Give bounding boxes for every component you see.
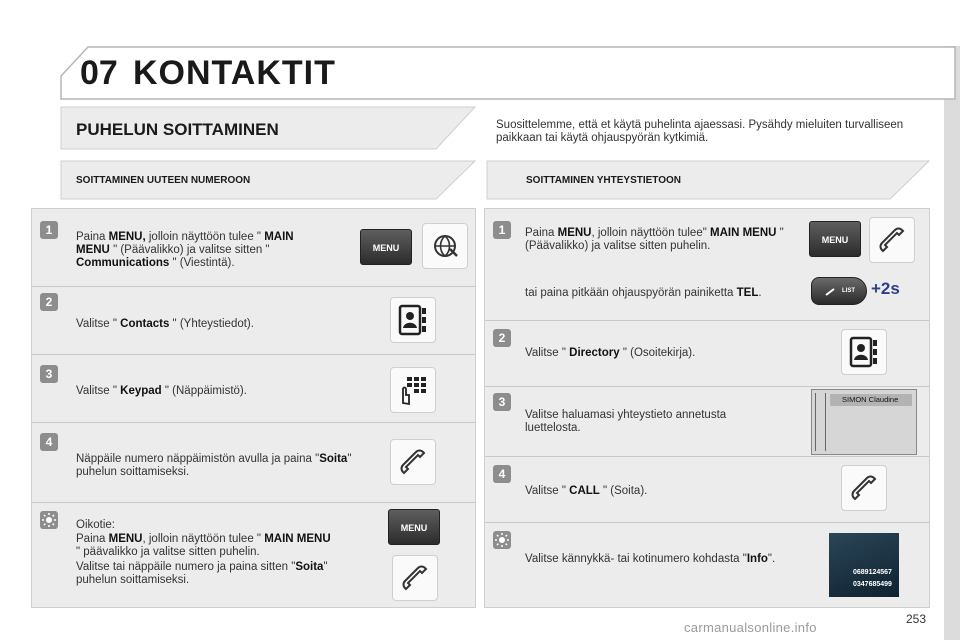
step-number-badge: 3 [40, 365, 58, 383]
right-step-4 [485, 457, 929, 523]
keypad-icon[interactable] [390, 367, 436, 413]
left-steps-panel [31, 208, 476, 608]
list-scrollbar[interactable] [815, 393, 826, 451]
left-step-3-text: Valitse " Keypad " (Näppäimistö). [76, 385, 247, 397]
page-number: 253 [906, 612, 927, 626]
step-number-badge: 1 [493, 221, 511, 239]
hold-two-seconds-label: +2s [871, 279, 900, 298]
tip-label: Oikotie: [76, 519, 115, 531]
step-number-badge: 4 [40, 433, 58, 451]
step-number-badge: 2 [493, 329, 511, 347]
call-handset-icon[interactable] [869, 217, 915, 263]
right-steps-panel [484, 208, 930, 608]
chapter-number: 07 [80, 54, 118, 92]
section-title: PUHELUN SOITTAMINEN [76, 120, 279, 139]
left-step-2-text: Valitse " Contacts " (Yhteystiedot). [76, 318, 254, 330]
right-step-1-alt-text: tai paina pitkään ohjauspyörän painiketta TEL. [525, 287, 762, 299]
phone-info-screen-photo [829, 533, 899, 597]
right-tip [485, 523, 929, 609]
contacts-icon[interactable] [390, 297, 436, 343]
right-step-3 [485, 387, 929, 457]
communications-icon[interactable] [422, 223, 468, 269]
call-handset-icon[interactable] [392, 555, 438, 601]
tip-icon [40, 511, 58, 529]
steering-tel-button[interactable]: LIST [811, 277, 867, 305]
right-step-3-text: Valitse haluamasi yhteystieto annetusta luettelosta. [525, 409, 727, 434]
menu-button[interactable]: MENU [809, 221, 861, 257]
left-tip-text-2: Valitse tai näppäile numero ja paina sitten "Soita" puhelun soittamiseksi. [76, 561, 328, 586]
right-subsection-title: SOITTAMINEN YHTEYSTIETOON [526, 175, 682, 186]
phone-number-1: 0689124567 [853, 569, 892, 576]
contact-list-screen[interactable] [811, 389, 917, 455]
left-step-2 [32, 287, 475, 355]
left-step-4-text: Näppäile numero näppäimistön avulla ja paina "Soita" puhelun soittamiseksi. [76, 453, 352, 478]
call-handset-icon[interactable] [390, 439, 436, 485]
right-step-4-text: Valitse " CALL " (Soita). [525, 485, 648, 497]
call-handset-icon[interactable] [841, 465, 887, 511]
right-subsection-banner [486, 160, 930, 200]
step-number-badge: 3 [493, 393, 511, 411]
chapter-title: KONTAKTIT [133, 54, 336, 92]
right-tip-text: Valitse kännykkä- tai kotinumero kohdasta "Info". [525, 553, 776, 565]
section-title-banner [60, 106, 476, 150]
left-tip [32, 503, 475, 609]
right-step-2-text: Valitse " Directory " (Osoitekirja). [525, 347, 696, 359]
left-step-3 [32, 355, 475, 423]
step-number-badge: 1 [40, 221, 58, 239]
menu-button[interactable]: MENU [388, 509, 440, 545]
contact-list-item[interactable]: SIMON Claudine [830, 394, 912, 406]
left-subsection-banner [60, 160, 476, 200]
safety-notice: Suosittelemme, että et käytä puhelinta ajaessasi. Pysähdy mieluiten turvalliseen paikkaan tai käytä ohjauspyörän kytkimiä. [496, 119, 904, 144]
left-subsection-title: SOITTAMINEN UUTEEN NUMEROON [76, 175, 251, 186]
tip-icon [493, 531, 511, 549]
directory-icon[interactable] [841, 329, 887, 375]
left-step-4 [32, 423, 475, 503]
right-step-2 [485, 321, 929, 387]
left-step-1 [32, 209, 475, 287]
right-step-1 [485, 209, 929, 321]
left-step-1-text: Paina MENU, jolloin näyttöön tulee " MAIN MENU " (Päävalikko) ja valitse sitten " Communications " (Viestintä). [76, 231, 294, 269]
menu-button[interactable]: MENU [360, 229, 412, 265]
step-number-badge: 2 [40, 293, 58, 311]
right-step-1-text: Paina MENU, jolloin näyttöön tulee" MAIN MENU " (Päävalikko) ja valitse sitten puhelin. [525, 227, 784, 252]
phone-number-2: 0347685499 [853, 581, 892, 588]
step-number-badge: 4 [493, 465, 511, 483]
watermark: carmanualsonline.info [684, 620, 817, 635]
page-edge-strip [944, 46, 960, 640]
left-tip-text-1: Paina MENU, jolloin näyttöön tulee " MAIN MENU " päävalikko ja valitse sitten puhelin. [76, 533, 331, 558]
